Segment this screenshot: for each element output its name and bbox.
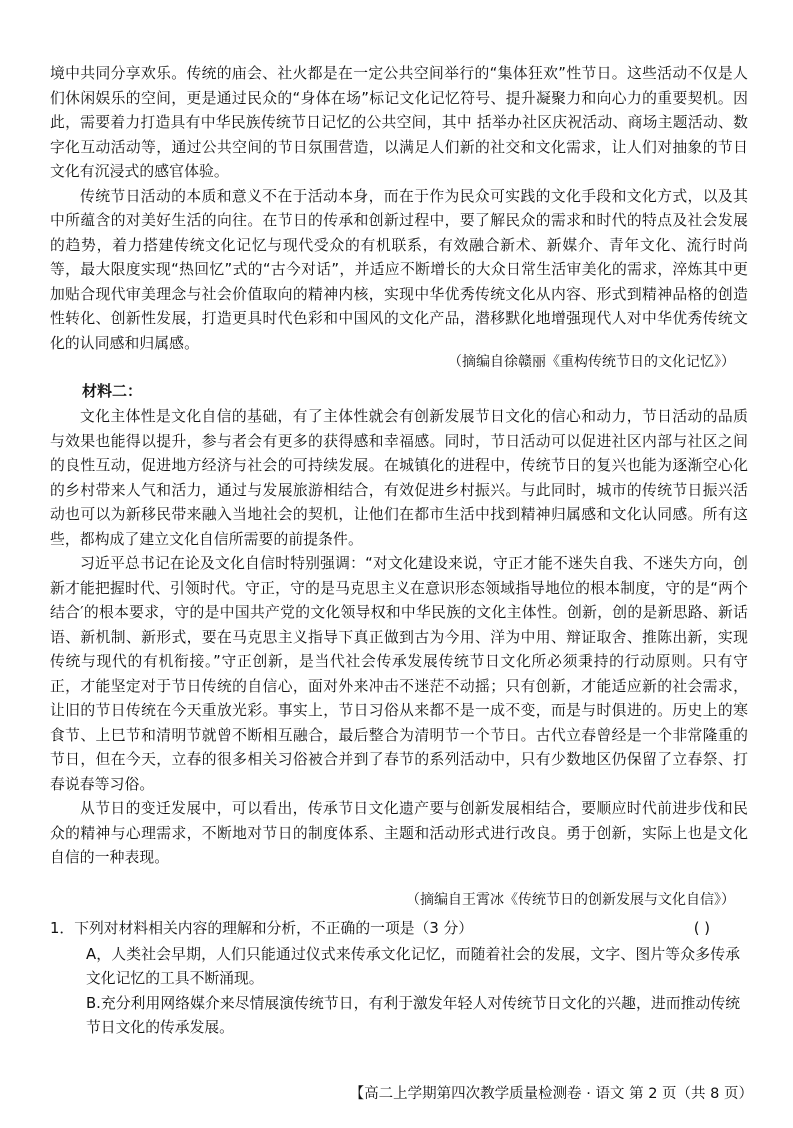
material2-paragraph-2: 习近平总书记在论及文化自信时特别强调：“对文化建设来说，守正才能不迷失自我、不迷失方向，创新才能把握时代、引领时代。守正，守的是马克思主义在意识形态领域指导地位的根本制度，守的是“两个结合′的根本要求，守的是中国共产党的文化领导权和中华民族的文化主体性。创新，创的是新思路、新话语、新机制、新形式，要在马克思主义指导下真正做到古为今用、洋为中用、辩证取舍、推陈出新，实现传统与现代的有机衔接。”守正创新，是当代社会传承发展传统节日文化所必须秉持的行动原则。只有守正，才能坚定对于节日传统的自信心，面对外来冲击不迷茫不动摇；只有创新，才能适应新的社会需求，让旧的节日传统在今天重放光彩。事实上，节日习俗从来都不是一成不变，而是与时俱进的。历史上的寒食节、上巳节和清明节就曾不断相互融合，最后整合为清明节一个节日。古代立春曾经是一个非常隆重的节日，但在今天，立春的很多相关习俗被合并到了春节的系列活动中，只有少数地区仍保留了立春祭、打春说春等习俗。	[50, 555, 748, 793]
material2-paragraph-3: 从节日的变迁发展中，可以看出，传承节日文化遗产要与创新发展相结合，要顺应时代前进步伐和民众的精神与心理需求，不断地对节日的制度体系、主题和活动形式进行改良。勇于创新，实际上也是文化自信的一种表现。	[50, 800, 748, 866]
page-footer: 【高二上学期第四次教学质量检测卷 · 语文 第 2 页（共 8 页）	[349, 1086, 753, 1102]
material2-heading: 材料二：	[82, 382, 143, 400]
material1-continuation	[50, 62, 748, 356]
material2-body	[50, 405, 748, 871]
material2-paragraph-1: 文化主体性是文化自信的基础，有了主体性就会有创新发展节日文化的信心和动力，节日活动的品质与效果也能得以提升，参与者会有更多的获得感和幸福感。同时，节日活动可以促进社区内部与社区之间的良性互动，促进地方经济与社会的可持续发展。在城镇化的进程中，传统节日的复兴也能为逐渐空心化的乡村带来人气和活力，通过与发展旅游相结合，有效促进乡村振兴。与此同时，城市的传统节日振兴活动也可以为新移民带来融入当地社会的契机，让他们在都市生活中找到精神归属感和文化认同感。所有这些，都构成了建立文化自信所需要的前提条件。	[50, 408, 748, 548]
option-b: B.充分利用网络媒介来尽情展演传统节日，有利于激发年轻人对传统节日文化的兴趣，进而推动传统节日文化的传承发展。	[86, 995, 740, 1036]
material1-source: （摘编自徐赣丽《重构传统节日的文化记忆》）	[448, 354, 735, 370]
material2-source: （摘编自王霄冰《传统节日的创新发展与文化自信》）	[406, 892, 735, 908]
question-1-stem: 1．下列对材料相关内容的理解和分析，不正确的一项是（3 分）	[50, 920, 474, 937]
answer-paren: ( )	[693, 920, 710, 937]
option-a: A，人类社会早期，人们只能通过仪式来传承文化记忆，而随着社会的发展，文字、图片等众多传承文化记忆的工具不断涌现。	[86, 946, 740, 987]
question-1	[50, 918, 750, 940]
material1-paragraph-2: 传统节日活动的本质和意义不在于活动本身，而在于作为民众可实践的文化手段和文化方式，以及其中所蕴含的对美好生活的向往。在节日的传承和创新过程中，要了解民众的需求和时代的特点及社会发展的趋势，着力搭建传统文化记忆与现代受众的有机联系，有效融合新术、新媒介、青年文化、流行时尚等，最大限度实现“热回忆”式的“古今对话”，并适应不断增长的大众日常生活审美化的需求，淬炼其中更加贴合现代审美理念与社会价值取向的精神内核，实现中华优秀传统文化从内容、形式到精神品格的创造性转化、创新性发展，打造更具时代色彩和中国风的文化产品，潜移默化地增强现代人对中华优秀传统文化的认同感和归属感。	[50, 187, 748, 352]
material1-paragraph-1: 境中共同分享欢乐。传统的庙会、社火都是在一定公共空间举行的“集体狂欢”性节日。这些活动不仅是人们休闲娱乐的空间，更是通过民众的“身体在场”标记文化记忆符号、提升凝聚力和向心力的重要契机。因此，需要着力打造具有中华民族传统节日记忆的公共空间，其中 括举办社区庆祝活动、商场主题活动、数字化互动活动等，通过公共空间的节日氛围营造，以满足人们新的社交和文化需求，让人们对抽象的节日文化有沉浸式的感官体验。	[50, 65, 748, 180]
